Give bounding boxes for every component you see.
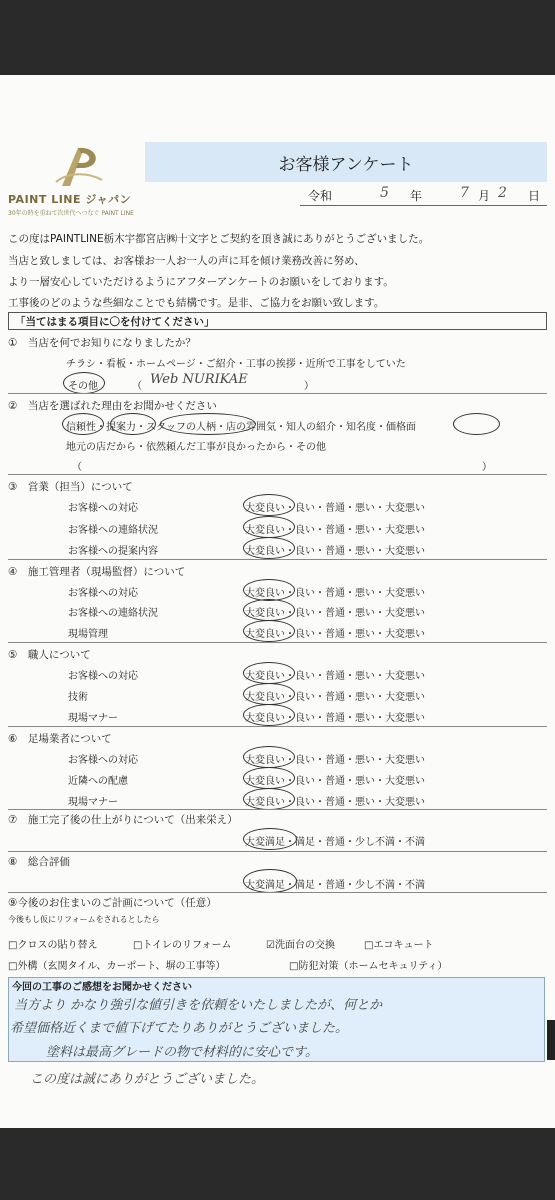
q1-paren-close: ） xyxy=(304,381,314,392)
q1-other-circle xyxy=(63,372,105,394)
q8-scale: 大変満足・満足・普通・少し不満・不満 xyxy=(245,880,425,891)
q4-item-1: お客様への対応 xyxy=(68,588,138,599)
page-title: お客様アンケート xyxy=(278,155,414,175)
q8-circle xyxy=(243,869,297,893)
q2-circle-staff xyxy=(160,413,256,435)
q4-item-2: お客様への連絡状況 xyxy=(68,608,158,619)
date-month: 7 xyxy=(460,185,469,201)
divider-2 xyxy=(8,474,547,475)
q5-scale-3: 大変良い・良い・普通・悪い・大変悪い xyxy=(245,713,425,724)
q2-circle-proposal xyxy=(110,413,156,435)
q1-paren-open: （ xyxy=(132,381,142,392)
q2-label: ② 当店を選ばれた理由をお聞かせください xyxy=(8,400,217,412)
date-underline xyxy=(300,205,547,206)
intro-line-4: 工事後のどのような些細なことでも結構です。是非、ご協力をお願い致します。 xyxy=(8,297,385,309)
q4-label: ④ 施工管理者（現場監督）について xyxy=(8,566,186,578)
q5-item-2: 技術 xyxy=(68,692,88,703)
impressions-line-3: 塗料は最高グレードの物で材料的に安心です。 xyxy=(46,1045,318,1060)
q9-label: ⑨今後のお住まいのご計画について（任意） xyxy=(8,897,217,909)
q3-item-1: お客様への対応 xyxy=(68,503,138,514)
q2-paren-close: ） xyxy=(482,462,492,473)
q5-item-3: 現場マナー xyxy=(68,713,118,724)
q6-label: ⑥ 足場業者について xyxy=(8,733,112,745)
q6-item-2: 近隣への配慮 xyxy=(68,776,128,787)
q6-scale-1: 大変良い・良い・普通・悪い・大変悪い xyxy=(245,755,425,766)
q4-circle-3 xyxy=(243,620,295,642)
q4-item-3: 現場管理 xyxy=(68,629,108,640)
instruction-box: 「当てはまる項目に〇を付けてください」 xyxy=(8,312,547,330)
q9-option-ecocute: □エコキュート xyxy=(364,940,434,951)
q3-circle-1 xyxy=(243,494,295,516)
impressions-title: 今回の工事のご感想をお聞かせください xyxy=(12,982,192,993)
divider-1 xyxy=(8,393,547,394)
divider-5 xyxy=(8,726,547,727)
q9-option-security: □防犯対策（ホームセキュリティ） xyxy=(289,961,448,972)
q3-scale-3: 大変良い・良い・普通・悪い・大変悪い xyxy=(245,546,425,557)
impressions-line-2: 希望価格近くまで値下げてたりありがとうございました。 xyxy=(10,1021,349,1036)
date-era: 令和 xyxy=(308,189,333,203)
q7-circle xyxy=(243,828,297,850)
divider-3 xyxy=(8,559,547,560)
q3-item-3: お客様への提案内容 xyxy=(68,546,158,557)
brand-tagline: 30年の時を重ねて次世代へつなぐ PAINT LINE xyxy=(8,210,134,217)
q5-scale-1: 大変良い・良い・普通・悪い・大変悪い xyxy=(245,671,425,682)
q2-paren-open: （ xyxy=(72,462,82,473)
q9-option-exterior: □外構（玄関タイル、カーポート、塀の工事等） xyxy=(8,961,226,972)
q3-scale-2: 大変良い・良い・普通・悪い・大変悪い xyxy=(245,525,425,536)
q6-item-3: 現場マナー xyxy=(68,797,118,808)
q5-item-1: お客様への対応 xyxy=(68,671,138,682)
intro-line-3: より一層安心していただけるようにアフターアンケートのお願いをしております。 xyxy=(8,276,394,288)
q3-label: ③ 営業（担当）について xyxy=(8,481,133,493)
date-day: 2 xyxy=(498,185,507,201)
q7-scale: 大変満足・満足・普通・少し不満・不満 xyxy=(245,837,425,848)
q5-circle-2 xyxy=(243,683,295,705)
q6-circle-3 xyxy=(243,788,295,810)
redaction-strip xyxy=(547,1020,555,1060)
divider-7 xyxy=(8,851,547,852)
q9-sub: 今後もし仮にリフォームをされるとしたら xyxy=(8,915,160,924)
q3-item-2: お客様への連絡状況 xyxy=(68,525,158,536)
q9-option-cross: □クロスの貼り替え xyxy=(8,940,98,951)
q9-option-washbasin: ☑洗面台の交換 xyxy=(266,940,335,951)
q6-item-1: お客様への対応 xyxy=(68,755,138,766)
q3-circle-2 xyxy=(243,516,295,538)
q6-circle-1 xyxy=(243,746,295,768)
q1-other-answer: Web NURIKAE xyxy=(150,372,248,387)
q3-scale-1: 大変良い・良い・普通・悪い・大変悪い xyxy=(245,503,425,514)
date-year-unit: 年 xyxy=(410,189,423,203)
divider-6 xyxy=(8,809,547,810)
q9-option-toilet: □トイレのリフォーム xyxy=(133,940,232,951)
q8-label: ⑧ 総合評価 xyxy=(8,856,70,868)
q6-circle-2 xyxy=(243,767,295,789)
impressions-line-4: この度は誠にありがとうございました。 xyxy=(30,1072,265,1087)
q4-scale-1: 大変良い・良い・普通・悪い・大変悪い xyxy=(245,588,425,599)
paint-line-logo-icon xyxy=(48,142,108,192)
q4-scale-2: 大変良い・良い・普通・悪い・大変悪い xyxy=(245,608,425,619)
q2-circle-trust xyxy=(62,413,104,435)
q5-circle-3 xyxy=(243,704,295,726)
date-year: 5 xyxy=(380,185,389,201)
q1-label: ① 当店を何でお知りになりましたか？ xyxy=(8,337,196,349)
q1-options: チラシ・看板・ホームページ・ご紹介・工事の挨拶・近所で工事をしていた xyxy=(66,359,406,370)
date-month-unit: 月 xyxy=(478,189,491,203)
q4-circle-1 xyxy=(243,579,295,601)
q2-options-line2: 地元の店だから・依然頼んだ工事が良かったから・その他 xyxy=(66,442,326,453)
date-day-unit: 日 xyxy=(528,189,541,203)
q2-circle-price xyxy=(453,413,500,435)
q1-other: その他 xyxy=(68,381,98,392)
q5-scale-2: 大変良い・良い・普通・悪い・大変悪い xyxy=(245,692,425,703)
q4-scale-3: 大変良い・良い・普通・悪い・大変悪い xyxy=(245,629,425,640)
q5-label: ⑤ 職人について xyxy=(8,649,91,661)
q2-options-line1: 信頼性・提案力・スタッフの人柄・店の雰囲気・知人の紹介・知名度・価格面 xyxy=(66,422,416,433)
intro-line-2: 当店と致しましては、お客様お一人お一人の声に耳を傾け業務改善に努め、 xyxy=(8,255,365,267)
q3-circle-3 xyxy=(243,537,295,559)
divider-4 xyxy=(8,642,547,643)
impressions-line-1: 当方より かなり強引な値引きを依頼をいたしましたが、何とか xyxy=(14,998,383,1013)
q4-circle-2 xyxy=(243,599,295,621)
divider-8 xyxy=(8,892,547,893)
intro-line-1: この度はPAINTLINE栃木宇都宮店㈱十文字とご契約を頂き誠にありがとうございました。 xyxy=(8,233,430,245)
q6-scale-2: 大変良い・良い・普通・悪い・大変悪い xyxy=(245,776,425,787)
q6-scale-3: 大変良い・良い・普通・悪い・大変悪い xyxy=(245,797,425,808)
brand-name: PAINT LINE ジャパン xyxy=(8,193,132,206)
q5-circle-1 xyxy=(243,662,295,684)
q7-label: ⑦ 施工完了後の仕上がりについて（出来栄え） xyxy=(8,814,238,826)
